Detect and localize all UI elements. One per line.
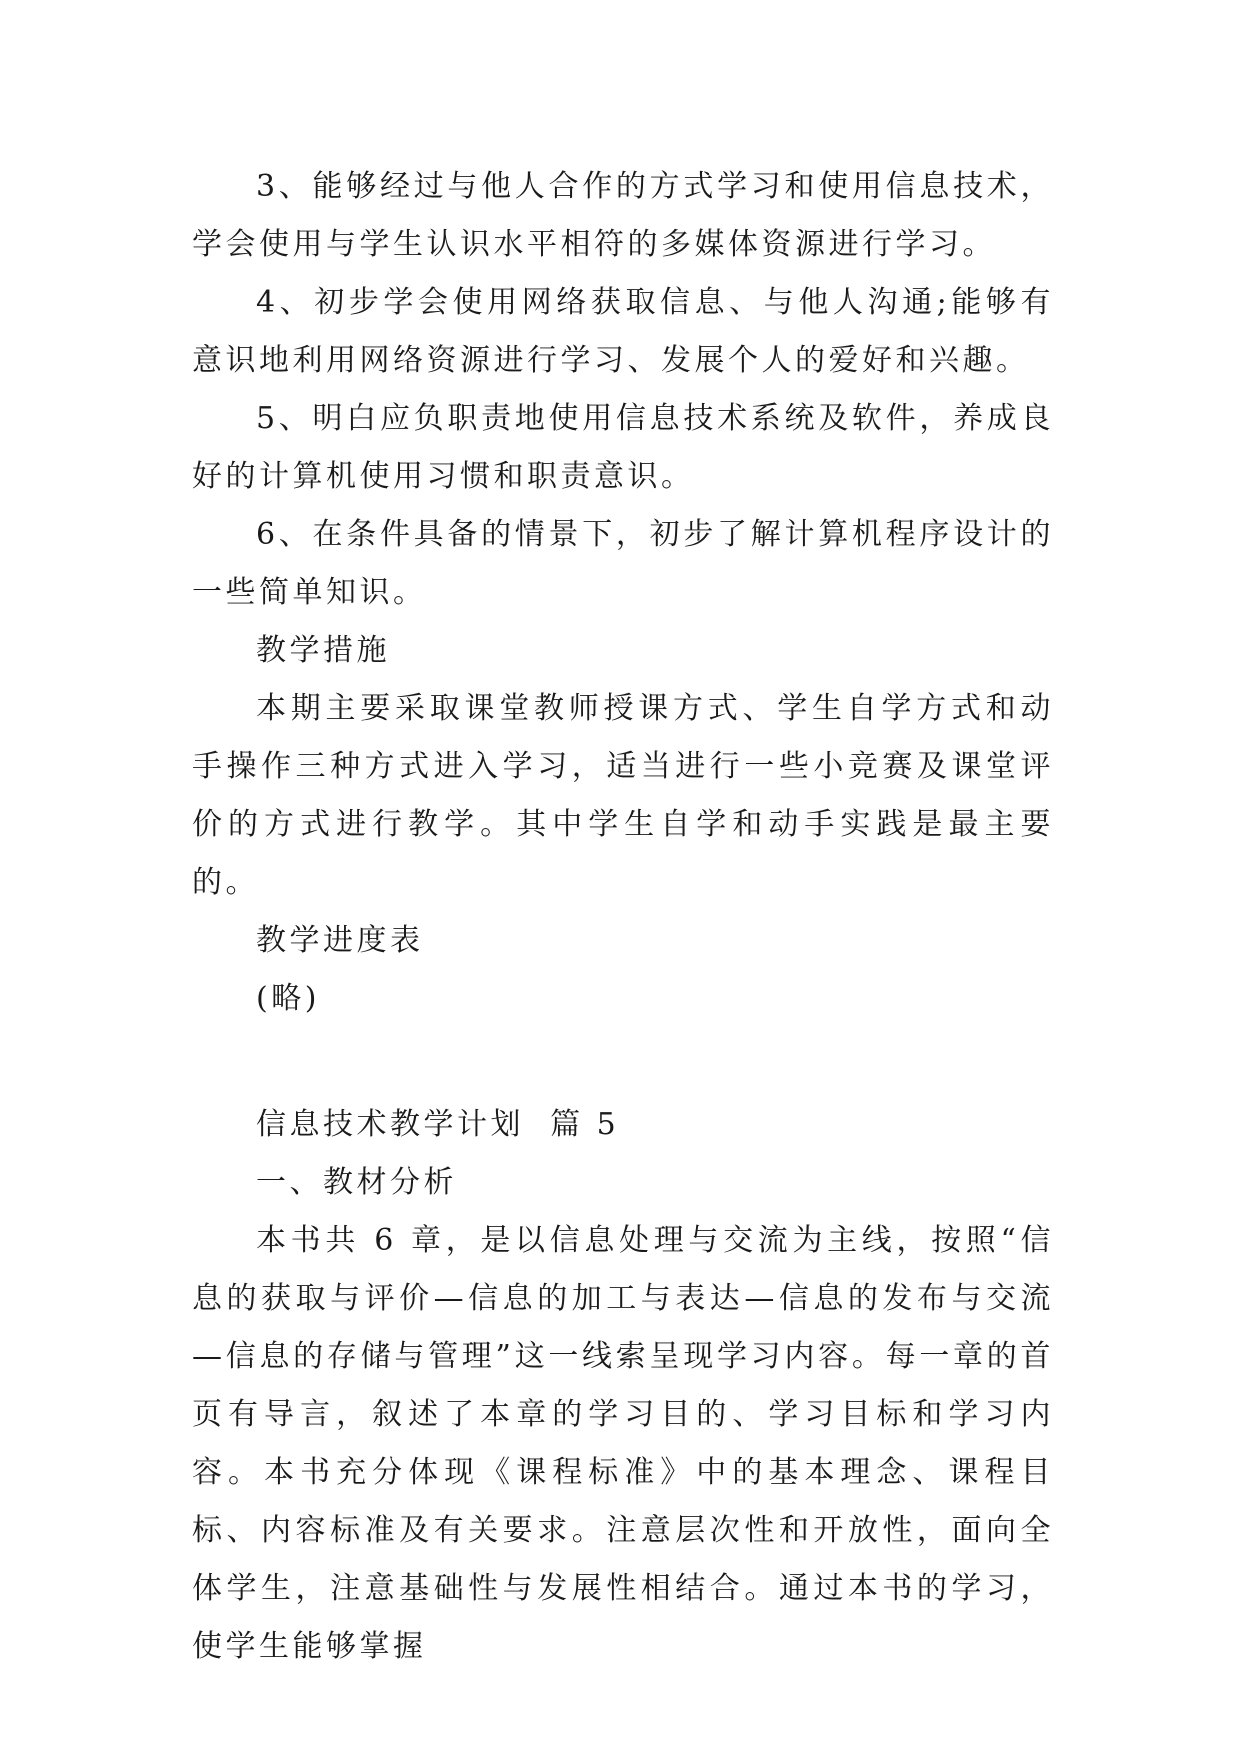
measures-paragraph: 本期主要采取课堂教师授课方式、学生自学方式和动手操作三种方式进入学习，适当进行一些小竞赛及课堂评价的方式进行教学。其中学生自学和动手实践是最主要的。 <box>192 691 1054 900</box>
textbook-analysis-heading: 一、教材分析 <box>256 1165 457 1200</box>
goal-item-5: 5、明白应负职责地使用信息技术系统及软件，养成良好的计算机使用习惯和职责意识。 <box>192 401 1054 494</box>
goal-item-6: 6、在条件具备的情景下，初步了解计算机程序设计的一些简单知识。 <box>192 517 1054 610</box>
section-spacer <box>192 1028 1054 1096</box>
goal-item-3: 3、能够经过与他人合作的方式学习和使用信息技术，学会使用与学生认识水平相符的多媒体资源进行学习。 <box>192 169 1054 262</box>
document-body <box>192 158 1054 1676</box>
schedule-heading: 教学进度表 <box>256 923 424 958</box>
goal-item-4: 4、初步学会使用网络获取信息、与他人沟通;能够有意识地利用网络资源进行学习、发展个人的爱好和兴趣。 <box>192 285 1054 378</box>
section-title: 信息技术教学计划 篇 5 <box>256 1107 620 1142</box>
schedule-note: (略) <box>256 981 320 1016</box>
textbook-analysis-paragraph: 本书共 6 章，是以信息处理与交流为主线，按照“信息的获取与评价—信息的加工与表达—信息的发布与交流—信息的存储与管理”这一线索呈现学习内容。每一章的首页有导言，叙述了本章的学习目的、学习目标和学习内容。本书充分体现《课程标准》中的基本理念、课程目标、内容标准及有关要求。注意层次性和开放性，面向全体学生，注意基础性与发展性相结合。通过本书的学习，使学生能够掌握 <box>192 1223 1054 1664</box>
measures-heading: 教学措施 <box>256 633 390 668</box>
